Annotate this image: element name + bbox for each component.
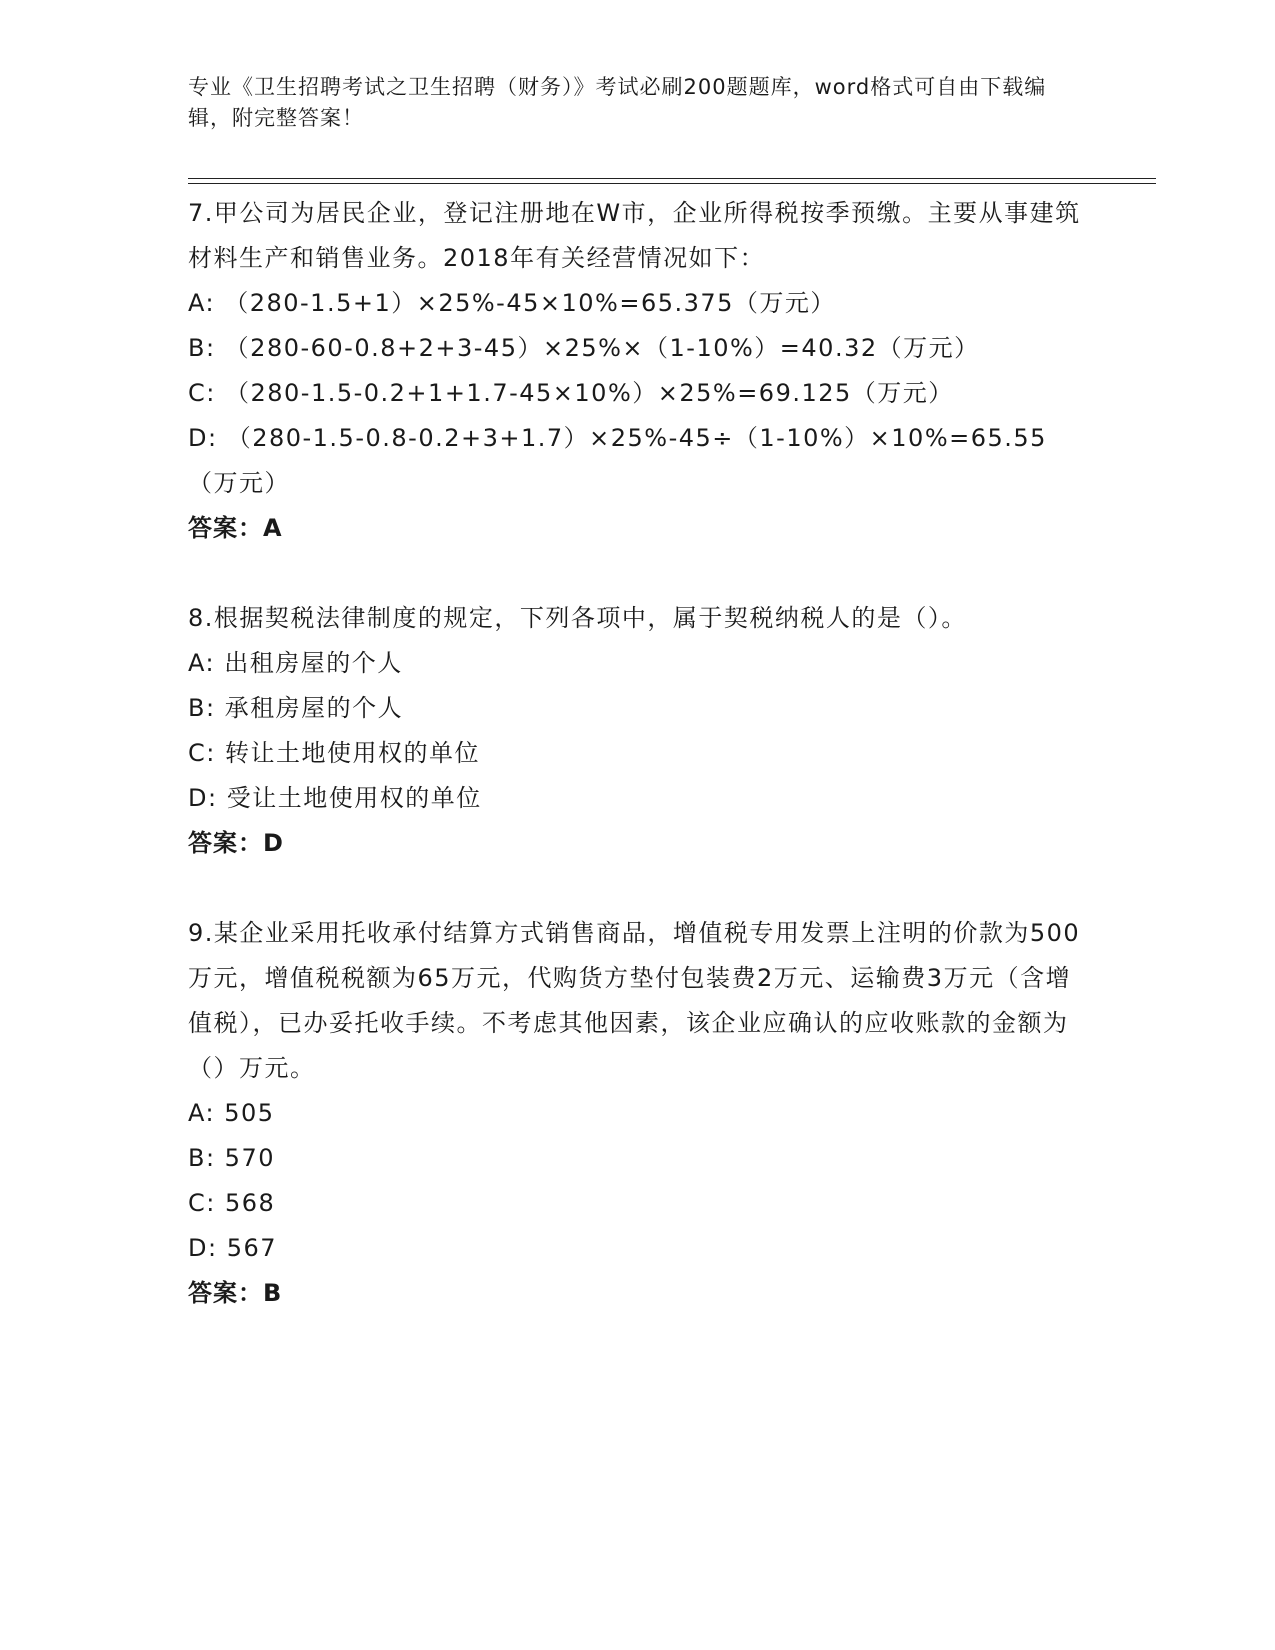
option-b: B: （280-60-0.8+2+3-45）×25%×（1-10%）=40.32（万元） [188,334,980,362]
question-8 [188,596,1088,866]
spacer [188,551,1088,596]
answer-line [188,506,1088,551]
answer-label: 答案： [188,514,263,542]
answer-line [188,1271,1088,1316]
option-b: B: 承租房屋的个人 [188,694,404,722]
option-d: D: 受让土地使用权的单位 [188,784,482,812]
question-9 [188,911,1088,1316]
question-stem: 7.甲公司为居民企业，登记注册地在W市，企业所得税按季预缴。主要从事建筑材料生产和销售业务。2018年有关经营情况如下： [188,199,1081,272]
answer-value: B [263,1279,283,1307]
header-divider-top [188,178,1156,179]
option-c: C: （280-1.5-0.2+1+1.7-45×10%）×25%=69.125（万元） [188,379,954,407]
option-c: C: 568 [188,1189,276,1217]
header-divider-bottom [188,183,1156,184]
option-d: D: （280-1.5-0.8-0.2+3+1.7）×25%-45÷（1-10%）×10%=65.55（万元） [188,424,1047,497]
answer-line [188,821,1088,866]
spacer [188,866,1088,911]
document-header: 专业《卫生招聘考试之卫生招聘（财务）》考试必刷200题题库，word格式可自由下载编辑，附完整答案！ [188,75,1047,130]
question-list [188,191,1088,1316]
question-7 [188,191,1088,551]
option-a: A: 505 [188,1099,275,1127]
option-b: B: 570 [188,1144,275,1172]
question-stem: 8.根据契税法律制度的规定，下列各项中，属于契税纳税人的是（）。 [188,604,967,632]
answer-label: 答案： [188,1279,263,1307]
option-c: C: 转让土地使用权的单位 [188,739,480,767]
option-a: A: （280-1.5+1）×25%-45×10%=65.375（万元） [188,289,836,317]
option-a: A: 出租房屋的个人 [188,649,403,677]
answer-value: A [263,514,283,542]
answer-label: 答案： [188,829,263,857]
answer-value: D [263,829,284,857]
question-stem: 9.某企业采用托收承付结算方式销售商品，增值税专用发票上注明的价款为500万元，增值税税额为65万元，代购货方垫付包装费2万元、运输费3万元（含增值税），已办妥托收手续。不考虑其他因素，该企业应确认的应收账款的金额为（）万元。 [188,919,1081,1082]
option-d: D: 567 [188,1234,278,1262]
